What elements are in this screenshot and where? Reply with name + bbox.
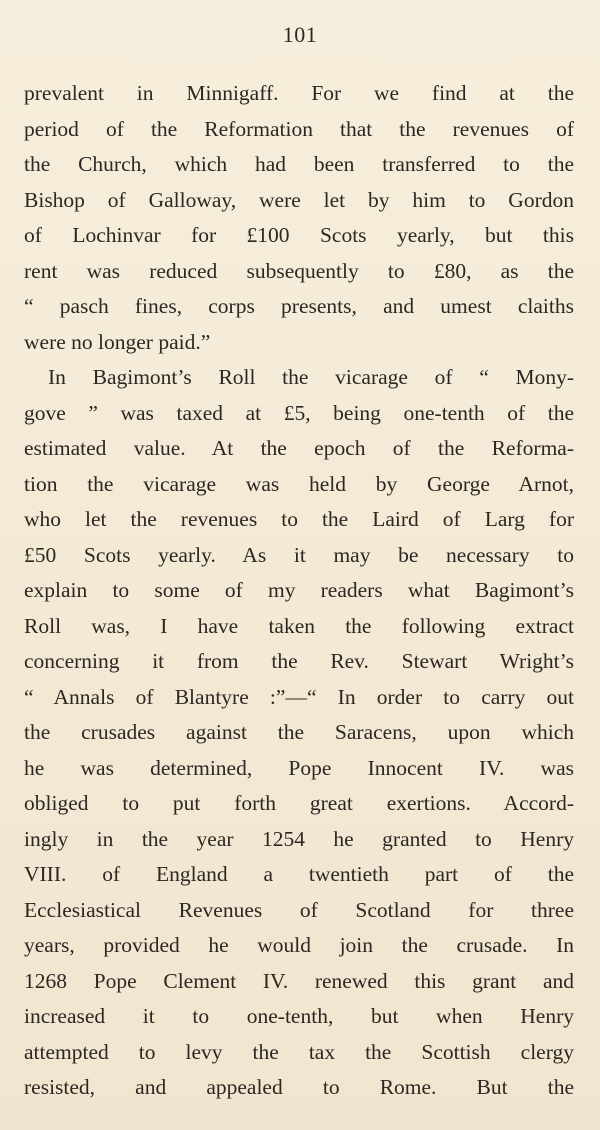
paragraph-start-line: In Bagimont’s Roll the vicarage of “ Mony- bbox=[48, 365, 574, 389]
text-line: £50 Scots yearly. As it may be necessary to bbox=[24, 542, 574, 567]
text-line: he was determined, Pope Innocent IV. was bbox=[24, 755, 574, 780]
text-line: the Church, which had been transferred to the bbox=[24, 152, 574, 176]
text-line: resisted, and appealed to Rome. But the bbox=[24, 1075, 574, 1099]
text-line: rent was reduced subsequently to £80, as the bbox=[24, 258, 574, 283]
text-line: “ Annals of Blantyre :”—“ In order to carry out bbox=[24, 684, 574, 709]
paragraph-end-line: were no longer paid.” bbox=[24, 329, 211, 354]
text-line: concerning it from the Rev. Stewart Wright’s bbox=[24, 649, 574, 673]
text-line: increased it to one-tenth, but when Henry bbox=[24, 1004, 574, 1028]
text-line: period of the Reformation that the revenues of bbox=[24, 116, 574, 141]
text-line: explain to some of my readers what Bagimont’s bbox=[24, 578, 574, 602]
text-line: of Lochinvar for £100 Scots yearly, but this bbox=[24, 223, 574, 247]
text-line: obliged to put forth great exertions. Accord- bbox=[24, 791, 574, 815]
text-line: estimated value. At the epoch of the Reforma- bbox=[24, 436, 574, 460]
text-line: attempted to levy the tax the Scottish clergy bbox=[24, 1039, 574, 1064]
text-line: Ecclesiastical Revenues of Scotland for three bbox=[24, 897, 574, 922]
text-line: VIII. of England a twentieth part of the bbox=[24, 862, 574, 886]
text-line: tion the vicarage was held by George Arnot, bbox=[24, 471, 574, 496]
text-line: prevalent in Minnigaff. For we find at the bbox=[24, 81, 574, 105]
text-line: gove ” was taxed at £5, being one-tenth of the bbox=[24, 400, 574, 425]
text-line: Bishop of Galloway, were let by him to Gordon bbox=[24, 187, 574, 212]
text-line: 1268 Pope Clement IV. renewed this grant and bbox=[24, 968, 574, 993]
page-number: 101 bbox=[282, 22, 318, 47]
text-line: “ pasch fines, corps presents, and umest claiths bbox=[24, 294, 574, 318]
text-line: who let the revenues to the Laird of Larg for bbox=[24, 507, 574, 531]
text-line: years, provided he would join the crusade. In bbox=[24, 933, 574, 957]
text-line: ingly in the year 1254 he granted to Henry bbox=[24, 826, 574, 851]
text-line: the crusades against the Saracens, upon which bbox=[24, 720, 574, 744]
text-line: Roll was, I have taken the following extract bbox=[24, 613, 574, 638]
body-text bbox=[24, 76, 574, 1106]
